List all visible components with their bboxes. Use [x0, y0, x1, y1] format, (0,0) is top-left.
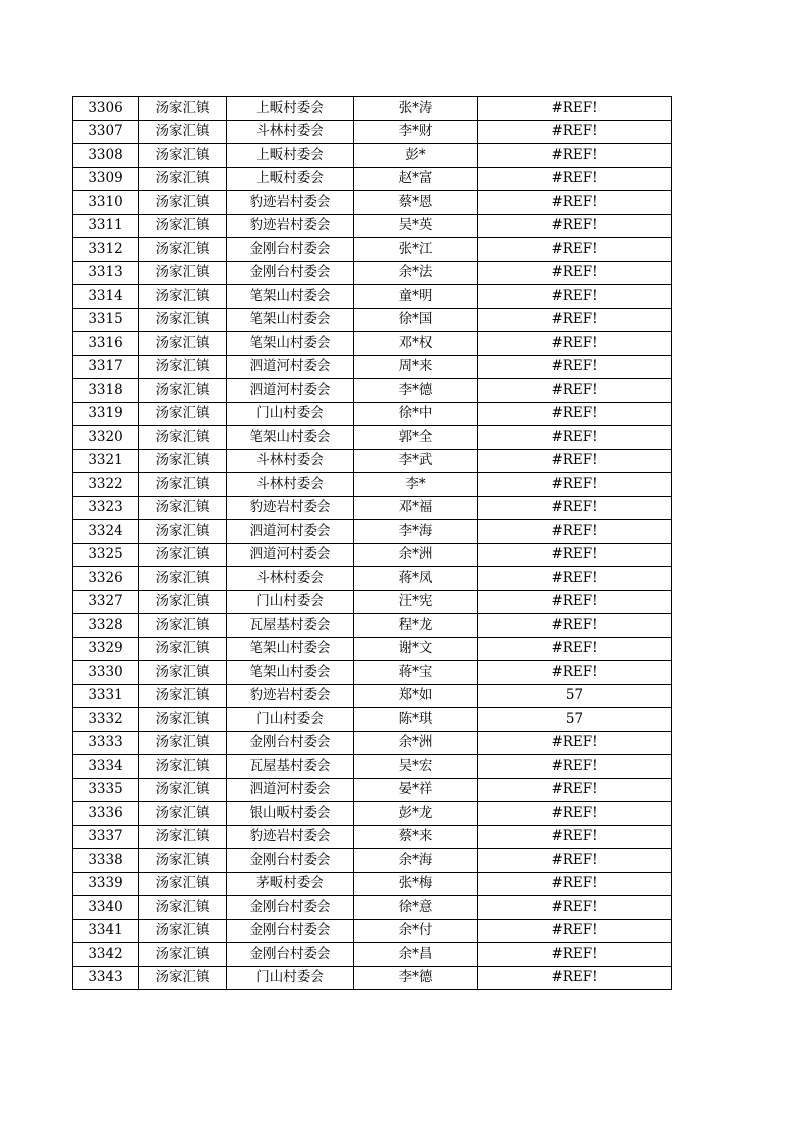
name-cell: 余*法: [354, 261, 478, 285]
village-cell: 豹迹岩村委会: [227, 496, 354, 520]
town-cell: 汤家汇镇: [139, 614, 227, 638]
value-cell: #REF!: [478, 214, 672, 238]
town-cell: 汤家汇镇: [139, 684, 227, 708]
table-row: [73, 778, 672, 802]
table-row: [73, 355, 672, 379]
name-cell: 吴*英: [354, 214, 478, 238]
value-cell: 57: [478, 708, 672, 732]
name-cell: 彭*: [354, 144, 478, 168]
value-cell: #REF!: [478, 966, 672, 990]
name-cell: 李*海: [354, 520, 478, 544]
table-row: [73, 614, 672, 638]
name-cell: 彭*龙: [354, 802, 478, 826]
value-cell: #REF!: [478, 426, 672, 450]
row-number-cell: 3315: [73, 308, 139, 332]
town-cell: 汤家汇镇: [139, 214, 227, 238]
table-row: [73, 120, 672, 144]
name-cell: 谢*文: [354, 637, 478, 661]
value-cell: #REF!: [478, 496, 672, 520]
value-cell: #REF!: [478, 590, 672, 614]
town-cell: 汤家汇镇: [139, 191, 227, 215]
value-cell: #REF!: [478, 943, 672, 967]
village-cell: 泗道河村委会: [227, 379, 354, 403]
village-cell: 笔架山村委会: [227, 661, 354, 685]
village-cell: 门山村委会: [227, 708, 354, 732]
table-row: [73, 285, 672, 309]
row-number-cell: 3333: [73, 731, 139, 755]
village-cell: 上畈村委会: [227, 144, 354, 168]
town-cell: 汤家汇镇: [139, 543, 227, 567]
value-cell: #REF!: [478, 778, 672, 802]
table-row: [73, 966, 672, 990]
row-number-cell: 3338: [73, 849, 139, 873]
row-number-cell: 3308: [73, 144, 139, 168]
name-cell: 陈*琪: [354, 708, 478, 732]
value-cell: #REF!: [478, 661, 672, 685]
value-cell: #REF!: [478, 567, 672, 591]
town-cell: 汤家汇镇: [139, 120, 227, 144]
row-number-cell: 3335: [73, 778, 139, 802]
row-number-cell: 3326: [73, 567, 139, 591]
value-cell: #REF!: [478, 191, 672, 215]
village-cell: 金刚台村委会: [227, 896, 354, 920]
table-row: [73, 214, 672, 238]
row-number-cell: 3342: [73, 943, 139, 967]
value-cell: #REF!: [478, 896, 672, 920]
table-row: [73, 590, 672, 614]
town-cell: 汤家汇镇: [139, 778, 227, 802]
value-cell: #REF!: [478, 849, 672, 873]
value-cell: #REF!: [478, 167, 672, 191]
village-cell: 瓦屋基村委会: [227, 755, 354, 779]
village-cell: 斗林村委会: [227, 120, 354, 144]
table-row: [73, 402, 672, 426]
village-cell: 笔架山村委会: [227, 332, 354, 356]
village-cell: 门山村委会: [227, 966, 354, 990]
row-number-cell: 3307: [73, 120, 139, 144]
name-cell: 徐*国: [354, 308, 478, 332]
name-cell: 李*德: [354, 966, 478, 990]
town-cell: 汤家汇镇: [139, 849, 227, 873]
value-cell: 57: [478, 684, 672, 708]
table-body: [73, 97, 672, 990]
value-cell: #REF!: [478, 355, 672, 379]
town-cell: 汤家汇镇: [139, 755, 227, 779]
town-cell: 汤家汇镇: [139, 825, 227, 849]
table-row: [73, 708, 672, 732]
row-number-cell: 3319: [73, 402, 139, 426]
village-cell: 银山畈村委会: [227, 802, 354, 826]
row-number-cell: 3331: [73, 684, 139, 708]
village-cell: 斗林村委会: [227, 567, 354, 591]
village-cell: 上畈村委会: [227, 167, 354, 191]
row-number-cell: 3306: [73, 97, 139, 121]
village-cell: 豹迹岩村委会: [227, 214, 354, 238]
table-row: [73, 543, 672, 567]
row-number-cell: 3312: [73, 238, 139, 262]
name-cell: 吴*宏: [354, 755, 478, 779]
name-cell: 蔡*恩: [354, 191, 478, 215]
town-cell: 汤家汇镇: [139, 167, 227, 191]
value-cell: #REF!: [478, 802, 672, 826]
name-cell: 蒋*宝: [354, 661, 478, 685]
town-cell: 汤家汇镇: [139, 285, 227, 309]
row-number-cell: 3323: [73, 496, 139, 520]
row-number-cell: 3318: [73, 379, 139, 403]
row-number-cell: 3311: [73, 214, 139, 238]
town-cell: 汤家汇镇: [139, 355, 227, 379]
village-cell: 豹迹岩村委会: [227, 825, 354, 849]
name-cell: 郑*如: [354, 684, 478, 708]
table-row: [73, 637, 672, 661]
table-row: [73, 496, 672, 520]
town-cell: 汤家汇镇: [139, 590, 227, 614]
row-number-cell: 3340: [73, 896, 139, 920]
value-cell: #REF!: [478, 614, 672, 638]
table-row: [73, 661, 672, 685]
name-cell: 余*昌: [354, 943, 478, 967]
name-cell: 徐*中: [354, 402, 478, 426]
town-cell: 汤家汇镇: [139, 520, 227, 544]
table-row: [73, 332, 672, 356]
name-cell: 郭*全: [354, 426, 478, 450]
name-cell: 蒋*凤: [354, 567, 478, 591]
table-row: [73, 755, 672, 779]
row-number-cell: 3334: [73, 755, 139, 779]
town-cell: 汤家汇镇: [139, 308, 227, 332]
table-row: [73, 449, 672, 473]
village-cell: 金刚台村委会: [227, 849, 354, 873]
value-cell: #REF!: [478, 97, 672, 121]
town-cell: 汤家汇镇: [139, 919, 227, 943]
town-cell: 汤家汇镇: [139, 872, 227, 896]
value-cell: #REF!: [478, 731, 672, 755]
town-cell: 汤家汇镇: [139, 426, 227, 450]
data-table: [72, 96, 672, 990]
name-cell: 周*来: [354, 355, 478, 379]
name-cell: 张*涛: [354, 97, 478, 121]
town-cell: 汤家汇镇: [139, 473, 227, 497]
row-number-cell: 3309: [73, 167, 139, 191]
name-cell: 邓*权: [354, 332, 478, 356]
name-cell: 赵*富: [354, 167, 478, 191]
village-cell: 豹迹岩村委会: [227, 684, 354, 708]
row-number-cell: 3339: [73, 872, 139, 896]
name-cell: 余*洲: [354, 543, 478, 567]
village-cell: 笔架山村委会: [227, 285, 354, 309]
town-cell: 汤家汇镇: [139, 943, 227, 967]
name-cell: 余*付: [354, 919, 478, 943]
town-cell: 汤家汇镇: [139, 449, 227, 473]
town-cell: 汤家汇镇: [139, 144, 227, 168]
row-number-cell: 3337: [73, 825, 139, 849]
table-row: [73, 567, 672, 591]
name-cell: 张*江: [354, 238, 478, 262]
value-cell: #REF!: [478, 473, 672, 497]
village-cell: 泗道河村委会: [227, 543, 354, 567]
town-cell: 汤家汇镇: [139, 896, 227, 920]
table-row: [73, 919, 672, 943]
town-cell: 汤家汇镇: [139, 402, 227, 426]
table-row: [73, 943, 672, 967]
village-cell: 金刚台村委会: [227, 731, 354, 755]
name-cell: 蔡*来: [354, 825, 478, 849]
village-cell: 上畈村委会: [227, 97, 354, 121]
town-cell: 汤家汇镇: [139, 567, 227, 591]
value-cell: #REF!: [478, 238, 672, 262]
village-cell: 笔架山村委会: [227, 308, 354, 332]
name-cell: 李*武: [354, 449, 478, 473]
value-cell: #REF!: [478, 872, 672, 896]
value-cell: #REF!: [478, 379, 672, 403]
table-row: [73, 520, 672, 544]
value-cell: #REF!: [478, 825, 672, 849]
village-cell: 金刚台村委会: [227, 919, 354, 943]
table-row: [73, 261, 672, 285]
value-cell: #REF!: [478, 543, 672, 567]
row-number-cell: 3328: [73, 614, 139, 638]
town-cell: 汤家汇镇: [139, 637, 227, 661]
village-cell: 泗道河村委会: [227, 355, 354, 379]
village-cell: 豹迹岩村委会: [227, 191, 354, 215]
table-row: [73, 473, 672, 497]
value-cell: #REF!: [478, 308, 672, 332]
village-cell: 笔架山村委会: [227, 637, 354, 661]
row-number-cell: 3320: [73, 426, 139, 450]
village-cell: 金刚台村委会: [227, 943, 354, 967]
row-number-cell: 3327: [73, 590, 139, 614]
row-number-cell: 3316: [73, 332, 139, 356]
table-row: [73, 802, 672, 826]
row-number-cell: 3341: [73, 919, 139, 943]
row-number-cell: 3313: [73, 261, 139, 285]
row-number-cell: 3336: [73, 802, 139, 826]
name-cell: 邓*福: [354, 496, 478, 520]
town-cell: 汤家汇镇: [139, 661, 227, 685]
name-cell: 汪*宪: [354, 590, 478, 614]
value-cell: #REF!: [478, 520, 672, 544]
table-row: [73, 731, 672, 755]
village-cell: 金刚台村委会: [227, 238, 354, 262]
village-cell: 门山村委会: [227, 402, 354, 426]
table-row: [73, 426, 672, 450]
value-cell: #REF!: [478, 402, 672, 426]
town-cell: 汤家汇镇: [139, 802, 227, 826]
table-row: [73, 872, 672, 896]
row-number-cell: 3314: [73, 285, 139, 309]
name-cell: 李*财: [354, 120, 478, 144]
row-number-cell: 3324: [73, 520, 139, 544]
value-cell: #REF!: [478, 449, 672, 473]
row-number-cell: 3321: [73, 449, 139, 473]
row-number-cell: 3330: [73, 661, 139, 685]
row-number-cell: 3317: [73, 355, 139, 379]
value-cell: #REF!: [478, 755, 672, 779]
value-cell: #REF!: [478, 144, 672, 168]
table-row: [73, 308, 672, 332]
town-cell: 汤家汇镇: [139, 238, 227, 262]
village-cell: 金刚台村委会: [227, 261, 354, 285]
table-row: [73, 825, 672, 849]
value-cell: #REF!: [478, 285, 672, 309]
town-cell: 汤家汇镇: [139, 496, 227, 520]
village-cell: 瓦屋基村委会: [227, 614, 354, 638]
value-cell: #REF!: [478, 332, 672, 356]
name-cell: 余*洲: [354, 731, 478, 755]
table-row: [73, 849, 672, 873]
name-cell: 徐*意: [354, 896, 478, 920]
town-cell: 汤家汇镇: [139, 97, 227, 121]
table-row: [73, 896, 672, 920]
table-row: [73, 238, 672, 262]
village-cell: 茅畈村委会: [227, 872, 354, 896]
village-cell: 笔架山村委会: [227, 426, 354, 450]
town-cell: 汤家汇镇: [139, 261, 227, 285]
table-row: [73, 144, 672, 168]
table-row: [73, 684, 672, 708]
village-cell: 斗林村委会: [227, 473, 354, 497]
village-cell: 斗林村委会: [227, 449, 354, 473]
row-number-cell: 3322: [73, 473, 139, 497]
name-cell: 李*德: [354, 379, 478, 403]
table-row: [73, 97, 672, 121]
village-cell: 泗道河村委会: [227, 778, 354, 802]
town-cell: 汤家汇镇: [139, 731, 227, 755]
name-cell: 张*梅: [354, 872, 478, 896]
value-cell: #REF!: [478, 637, 672, 661]
town-cell: 汤家汇镇: [139, 379, 227, 403]
name-cell: 程*龙: [354, 614, 478, 638]
village-cell: 泗道河村委会: [227, 520, 354, 544]
village-cell: 门山村委会: [227, 590, 354, 614]
row-number-cell: 3332: [73, 708, 139, 732]
name-cell: 晏*祥: [354, 778, 478, 802]
town-cell: 汤家汇镇: [139, 332, 227, 356]
town-cell: 汤家汇镇: [139, 966, 227, 990]
name-cell: 童*明: [354, 285, 478, 309]
row-number-cell: 3343: [73, 966, 139, 990]
row-number-cell: 3310: [73, 191, 139, 215]
table-row: [73, 191, 672, 215]
name-cell: 李*: [354, 473, 478, 497]
name-cell: 余*海: [354, 849, 478, 873]
table-row: [73, 167, 672, 191]
town-cell: 汤家汇镇: [139, 708, 227, 732]
row-number-cell: 3325: [73, 543, 139, 567]
table-row: [73, 379, 672, 403]
value-cell: #REF!: [478, 120, 672, 144]
value-cell: #REF!: [478, 261, 672, 285]
value-cell: #REF!: [478, 919, 672, 943]
row-number-cell: 3329: [73, 637, 139, 661]
